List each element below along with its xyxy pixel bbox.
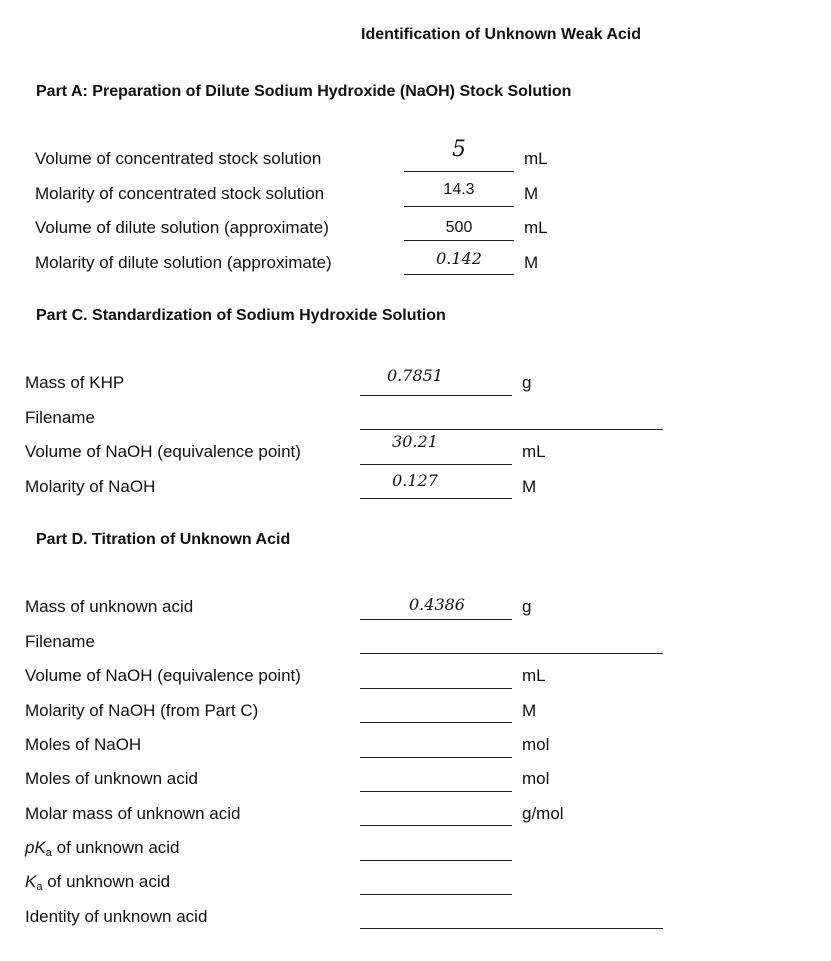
part-a-unit-stock-volume: mL bbox=[524, 149, 548, 168]
part-a-label-stock-volume: Volume of concentrated stock solution bbox=[35, 149, 322, 168]
part-a-label-dilute-volume: Volume of dilute solution (approximate) bbox=[35, 218, 329, 237]
part-d-unit-molar-mass: g/mol bbox=[522, 804, 564, 823]
part-c-unit-naoh-molarity: M bbox=[522, 477, 537, 496]
part-d-line-filename[interactable] bbox=[360, 653, 663, 654]
part-a-unit-dilute-molarity: M bbox=[524, 253, 539, 272]
part-a-value-stock-volume[interactable]: 5 bbox=[452, 137, 466, 162]
part-d-line-acid-moles[interactable] bbox=[360, 791, 512, 792]
part-a-line-stock-volume bbox=[404, 171, 514, 172]
ka-label-text: of unknown acid bbox=[42, 872, 171, 891]
part-d-unit-naoh-volume: mL bbox=[522, 666, 546, 685]
part-d-label-acid-mass: Mass of unknown acid bbox=[25, 597, 194, 616]
part-c-unit-naoh-volume: mL bbox=[522, 442, 546, 461]
pka-symbol: pK bbox=[25, 838, 46, 857]
part-a-unit-dilute-volume: mL bbox=[524, 218, 548, 237]
part-d-unit-naoh-moles: mol bbox=[522, 735, 550, 754]
part-c-line-filename[interactable] bbox=[360, 429, 663, 430]
part-d-label-pka bbox=[25, 838, 180, 863]
part-d-line-naoh-molarity[interactable] bbox=[360, 722, 512, 723]
part-d-label-naoh-molarity: Molarity of NaOH (from Part C) bbox=[25, 701, 259, 720]
part-a-heading: Part A: Preparation of Dilute Sodium Hydroxide (NaOH) Stock Solution bbox=[36, 83, 572, 100]
part-d-unit-naoh-molarity: M bbox=[522, 701, 537, 720]
part-d-line-pka[interactable] bbox=[360, 860, 512, 861]
part-d-line-ka[interactable] bbox=[360, 894, 512, 895]
part-c-value-naoh-volume[interactable]: 30.21 bbox=[392, 432, 438, 451]
part-c-heading: Part C. Standardization of Sodium Hydroxide Solution bbox=[36, 307, 446, 324]
part-d-label-identity: Identity of unknown acid bbox=[25, 907, 208, 926]
part-d-heading: Part D. Titration of Unknown Acid bbox=[36, 531, 291, 548]
part-d-unit-acid-mass: g bbox=[522, 597, 532, 616]
part-a-value-stock-molarity[interactable]: 14.3 bbox=[443, 181, 475, 198]
part-c-unit-khp-mass: g bbox=[522, 373, 532, 392]
pka-label-text: of unknown acid bbox=[51, 838, 180, 857]
part-d-label-acid-moles: Moles of unknown acid bbox=[25, 769, 198, 788]
part-d-line-molar-mass[interactable] bbox=[360, 825, 512, 826]
part-d-label-filename: Filename bbox=[25, 632, 95, 651]
part-a-label-dilute-molarity: Molarity of dilute solution (approximate) bbox=[35, 253, 332, 272]
ka-subscript: a bbox=[36, 881, 43, 893]
part-d-label-naoh-volume: Volume of NaOH (equivalence point) bbox=[25, 666, 301, 685]
pka-subscript: a bbox=[45, 847, 52, 859]
part-c-label-filename: Filename bbox=[25, 408, 95, 427]
part-d-line-identity[interactable] bbox=[360, 928, 663, 929]
part-a-value-dilute-molarity[interactable]: 0.142 bbox=[436, 249, 482, 268]
part-a-value-dilute-volume[interactable]: 500 bbox=[445, 219, 473, 236]
part-c-line-naoh-molarity bbox=[360, 498, 512, 499]
part-a-unit-stock-molarity: M bbox=[524, 184, 539, 203]
page-title: Identification of Unknown Weak Acid bbox=[361, 26, 642, 43]
part-a-label-stock-molarity: Molarity of concentrated stock solution bbox=[35, 184, 325, 203]
part-d-unit-acid-moles: mol bbox=[522, 769, 550, 788]
part-a-line-dilute-volume bbox=[404, 240, 514, 241]
part-d-line-acid-mass bbox=[360, 619, 512, 620]
part-c-label-naoh-volume: Volume of NaOH (equivalence point) bbox=[25, 442, 301, 461]
part-d-label-molar-mass: Molar mass of unknown acid bbox=[25, 804, 241, 823]
part-d-label-ka bbox=[25, 872, 170, 897]
ka-symbol: K bbox=[25, 872, 37, 891]
part-a-line-stock-molarity bbox=[404, 206, 514, 207]
part-c-label-khp-mass: Mass of KHP bbox=[25, 373, 125, 392]
part-c-value-khp-mass[interactable]: 0.7851 bbox=[387, 366, 443, 385]
part-c-label-naoh-molarity: Molarity of NaOH bbox=[25, 477, 156, 496]
part-c-line-khp-mass bbox=[360, 395, 512, 396]
part-a-line-dilute-molarity bbox=[404, 274, 514, 275]
part-d-label-naoh-moles: Moles of NaOH bbox=[25, 735, 142, 754]
part-d-line-naoh-moles[interactable] bbox=[360, 757, 512, 758]
part-d-line-naoh-volume[interactable] bbox=[360, 688, 512, 689]
part-d-value-acid-mass[interactable]: 0.4386 bbox=[409, 595, 465, 614]
part-c-value-naoh-molarity[interactable]: 0.127 bbox=[392, 471, 438, 490]
part-c-line-naoh-volume bbox=[360, 464, 512, 465]
